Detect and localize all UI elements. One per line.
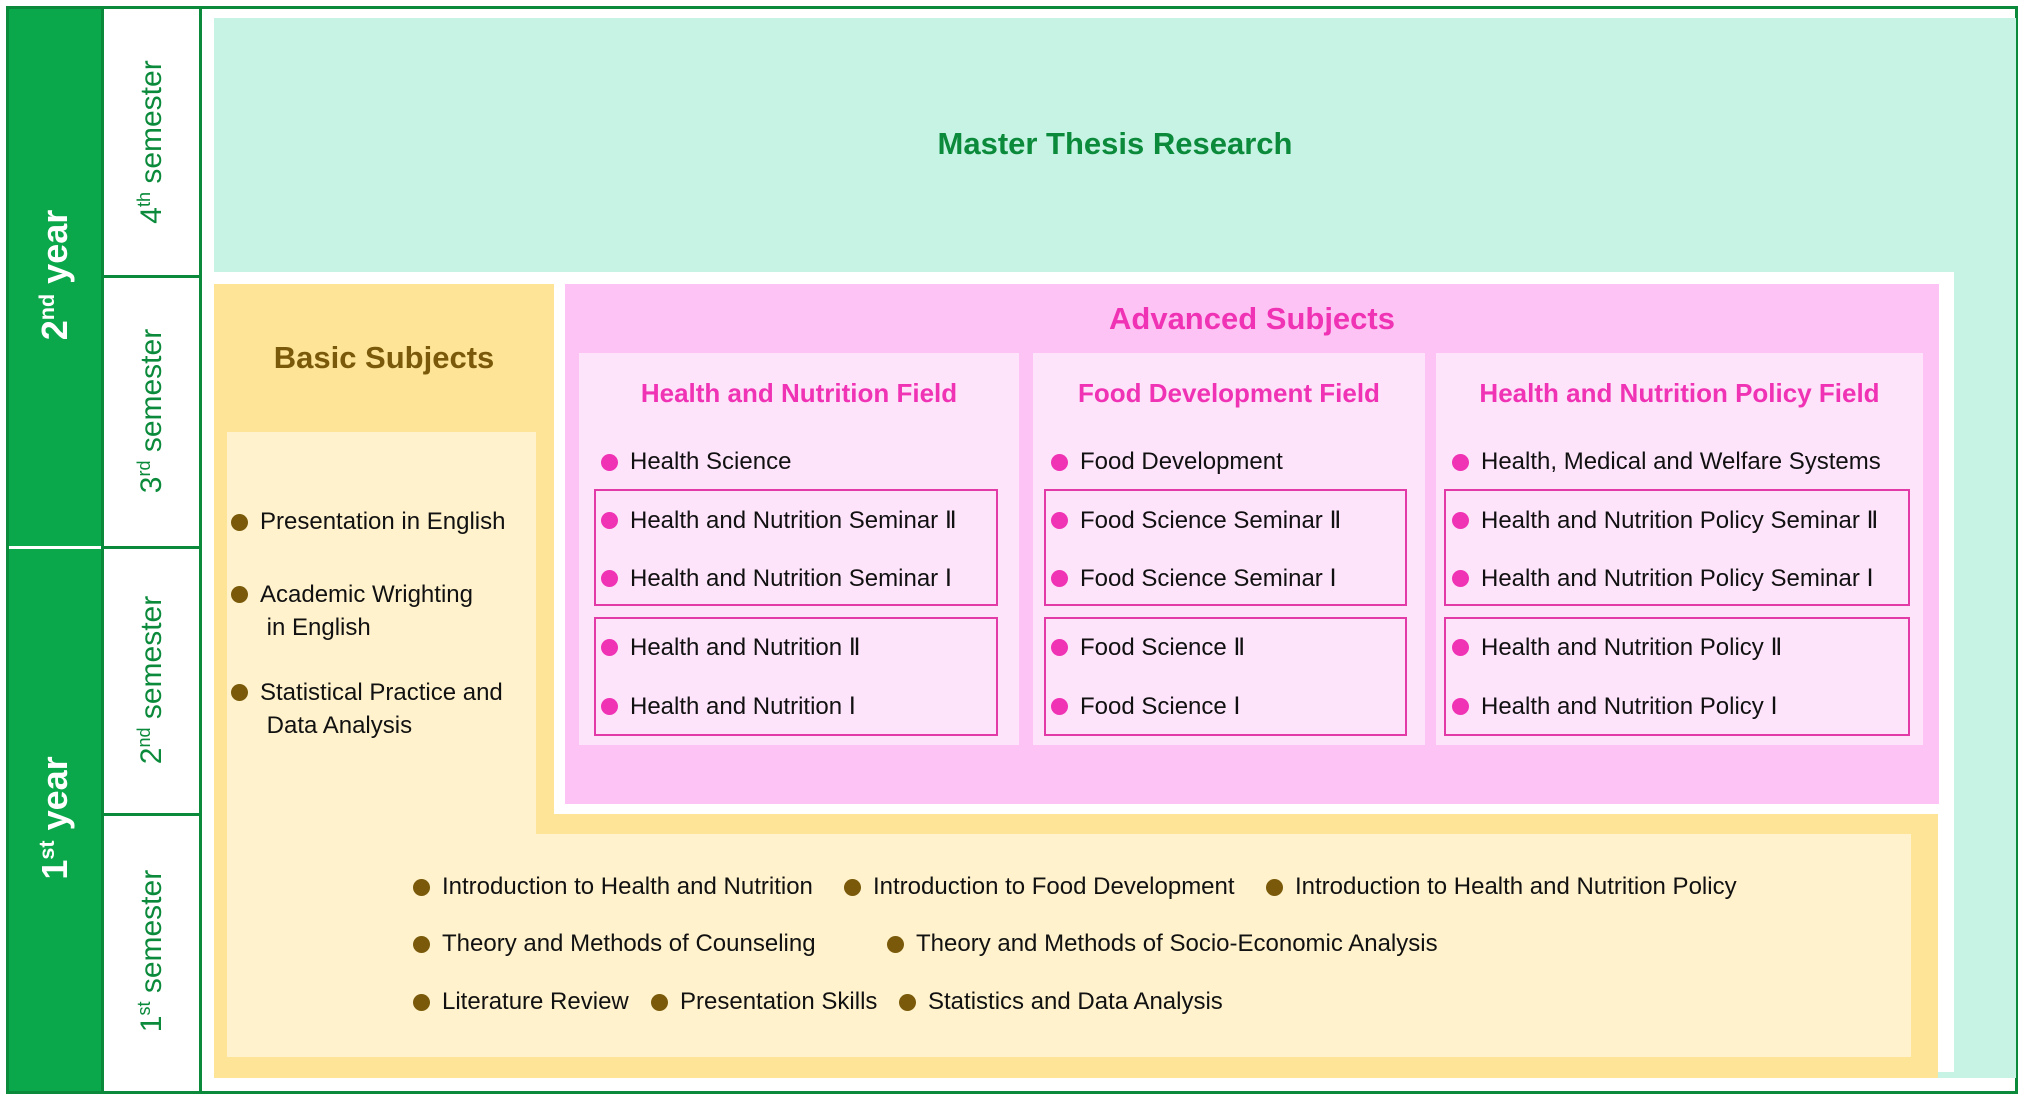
year-column-border bbox=[101, 9, 104, 1091]
thesis-title: Master Thesis Research bbox=[937, 126, 1293, 161]
basic-item: Presentation in English bbox=[231, 508, 505, 536]
field-item: Food Science Seminar Ⅱ bbox=[1051, 506, 1341, 535]
bullet-icon bbox=[1452, 698, 1469, 715]
field-item: Health and Nutrition Policy Ⅰ bbox=[1452, 692, 1778, 721]
intro-item: Theory and Methods of Counseling bbox=[413, 930, 816, 958]
year-column bbox=[9, 9, 101, 1091]
bullet-icon bbox=[601, 639, 618, 656]
field-item: Health and Nutrition Ⅰ bbox=[601, 692, 856, 721]
bullet-icon bbox=[601, 454, 618, 471]
field-item: Food Development bbox=[1051, 448, 1283, 476]
field-item: Health, Medical and Welfare Systems bbox=[1452, 448, 1881, 476]
bullet-icon bbox=[1051, 512, 1068, 529]
bullet-icon bbox=[1452, 512, 1469, 529]
field-item: Health Science bbox=[601, 448, 791, 476]
year-label-2nd: 2nd year bbox=[34, 209, 75, 341]
bullet-icon bbox=[601, 698, 618, 715]
bullet-icon bbox=[1051, 698, 1068, 715]
bullet-icon bbox=[887, 936, 904, 953]
bullet-icon bbox=[1452, 570, 1469, 587]
semester-column-border bbox=[199, 9, 202, 1091]
bullet-icon bbox=[413, 936, 430, 953]
bullet-icon bbox=[413, 994, 430, 1011]
bullet-icon bbox=[1452, 454, 1469, 471]
field-title: Health and Nutrition Field bbox=[640, 378, 958, 408]
year-divider bbox=[9, 546, 101, 549]
intro-item: Theory and Methods of Socio-Economic Analysis bbox=[887, 930, 1438, 958]
field-item: Health and Nutrition Seminar Ⅰ bbox=[601, 564, 952, 593]
field-item: Food Science Ⅰ bbox=[1051, 692, 1241, 721]
bullet-icon bbox=[231, 514, 248, 531]
semester-label-2nd: 2nd semester bbox=[134, 595, 168, 765]
bullet-icon bbox=[1051, 454, 1068, 471]
semester-divider bbox=[104, 546, 199, 549]
bullet-icon bbox=[601, 570, 618, 587]
bullet-icon bbox=[651, 994, 668, 1011]
bullet-icon bbox=[413, 879, 430, 896]
bullet-icon bbox=[1452, 639, 1469, 656]
semester-label-3rd: 3rd semester bbox=[134, 328, 168, 494]
field-item: Food Science Seminar Ⅰ bbox=[1051, 564, 1337, 593]
intro-item: Introduction to Food Development bbox=[844, 873, 1235, 901]
bullet-icon bbox=[844, 879, 861, 896]
bullet-icon bbox=[899, 994, 916, 1011]
field-item: Health and Nutrition Seminar Ⅱ bbox=[601, 506, 957, 535]
basic-item: Academic Wrighting in English bbox=[231, 578, 473, 644]
bullet-icon bbox=[231, 586, 248, 603]
bullet-icon bbox=[1051, 570, 1068, 587]
bullet-icon bbox=[1266, 879, 1283, 896]
field-item: Health and Nutrition Policy Ⅱ bbox=[1452, 633, 1782, 662]
advanced-title: Advanced Subjects bbox=[1109, 301, 1395, 336]
semester-label-1st: 1st semester bbox=[134, 869, 168, 1033]
intro-item: Literature Review bbox=[413, 988, 629, 1016]
intro-item: Introduction to Health and Nutrition Policy bbox=[1266, 873, 1737, 901]
field-title: Health and Nutrition Policy Field bbox=[1479, 378, 1880, 408]
year-label-1st: 1st year bbox=[34, 756, 75, 880]
field-title: Food Development Field bbox=[1078, 378, 1380, 408]
bullet-icon bbox=[231, 684, 248, 701]
semester-label-4th: 4th semester bbox=[134, 60, 168, 224]
field-item: Health and Nutrition Policy Seminar Ⅰ bbox=[1452, 564, 1874, 593]
intro-item: Presentation Skills bbox=[651, 988, 877, 1016]
field-item: Food Science Ⅱ bbox=[1051, 633, 1245, 662]
semester-divider bbox=[104, 813, 199, 816]
intro-item: Introduction to Health and Nutrition bbox=[413, 873, 813, 901]
basic-title: Basic Subjects bbox=[273, 340, 495, 375]
intro-item: Statistics and Data Analysis bbox=[899, 988, 1223, 1016]
bullet-icon bbox=[1051, 639, 1068, 656]
bullet-icon bbox=[601, 512, 618, 529]
field-item: Health and Nutrition Policy Seminar Ⅱ bbox=[1452, 506, 1878, 535]
semester-divider bbox=[104, 275, 199, 278]
field-item: Health and Nutrition Ⅱ bbox=[601, 633, 861, 662]
basic-item: Statistical Practice and Data Analysis bbox=[231, 676, 503, 742]
